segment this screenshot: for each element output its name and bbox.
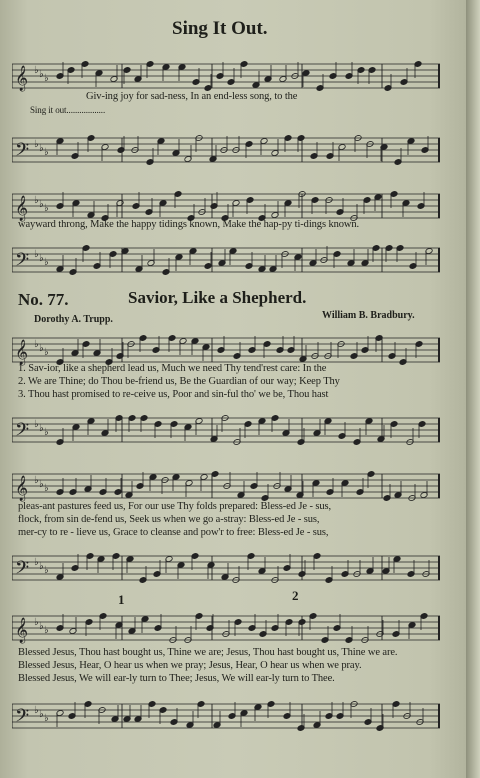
flat-icon: ♭: [34, 195, 39, 206]
staff-lines: [12, 612, 440, 644]
bass-clef-icon: 𝄢: [15, 706, 30, 731]
bass-clef-icon: 𝄢: [15, 250, 30, 275]
second-ending-label: 2: [292, 588, 299, 603]
flat-icon: ♭: [44, 147, 49, 158]
flat-icon: ♭: [44, 257, 49, 268]
top-lyric-line-1: Giv-ing joy for sad-ness, In an end-less song, to the: [86, 91, 298, 102]
hymn-title: Savior, Like a Shepherd.: [128, 288, 307, 307]
flat-icon: ♭: [34, 617, 39, 628]
flat-icon: ♭: [44, 347, 49, 358]
flat-icon: ♭: [44, 427, 49, 438]
staff-lines: [12, 414, 440, 446]
treble-clef-icon: 𝄞: [15, 66, 29, 91]
flat-icon: ♭: [39, 709, 44, 720]
flat-icon: ♭: [39, 143, 44, 154]
flat-icon: ♭: [39, 423, 44, 434]
staff-lines: [12, 470, 440, 502]
verse-1-line-1: 1. Sav-ior, like a shepherd lead us, Much we need Thy tend'rest care: In the: [18, 363, 327, 374]
flat-icon: ♭: [39, 343, 44, 354]
flat-icon: ♭: [34, 65, 39, 76]
staff-lines: [12, 552, 440, 584]
flat-icon: ♭: [39, 621, 44, 632]
flat-icon: ♭: [39, 479, 44, 490]
flat-icon: ♭: [39, 69, 44, 80]
verse-3-line-3: Blessed Jesus, We will ear-ly turn to Thee; Jesus, We will ear-ly turn to Thee.: [18, 673, 335, 684]
verse-2-line-1: 2. We are Thine; do Thou be-friend us, Be the Guardian of our way; Keep Thy: [18, 376, 340, 387]
treble-clef-icon: 𝄞: [15, 476, 29, 501]
flat-icon: ♭: [34, 339, 39, 350]
staff-bass-1: [12, 134, 440, 165]
flat-icon: ♭: [34, 475, 39, 486]
page-edge: [466, 0, 480, 778]
bass-clef-icon: 𝄢: [15, 420, 30, 445]
verse-2-line-3: Blessed Jesus, Hear, O hear us when we pray; Jesus, Hear, O hear us when we pray.: [18, 660, 362, 671]
flat-icon: ♭: [34, 249, 39, 260]
verse-3-line-2: mer-cy to re - lieve us, Grace to cleanse and pow'r to free: Bless-ed Je - sus,: [18, 527, 329, 538]
staff-bass-5: [12, 700, 440, 731]
flat-icon: ♭: [44, 73, 49, 84]
staff-bass-2: [12, 244, 440, 275]
flat-icon: ♭: [39, 253, 44, 264]
flat-icon: ♭: [44, 713, 49, 724]
first-ending-label: 1: [118, 592, 125, 607]
bass-clef-icon: 𝄢: [15, 558, 30, 583]
treble-clef-icon: 𝄞: [15, 196, 29, 221]
verse-1-line-3: Blessed Jesus, Thou hast bought us, Thine we are; Jesus, Thou hast bought us, Thine we are.: [18, 647, 398, 658]
top-hymn-title: Sing It Out.: [172, 18, 268, 39]
staff-lines: [12, 60, 440, 92]
flat-icon: ♭: [44, 565, 49, 576]
top-lyric-refrain-cue: Sing it out..................: [30, 105, 106, 115]
verse-1-line-2: pleas-ant pastures feed us, For our use Thy folds prepared: Bless-ed Je - sus,: [18, 501, 332, 512]
bass-clef-icon: 𝄢: [15, 140, 30, 165]
staff-treble-5: [12, 612, 440, 643]
staff-treble-4: [12, 470, 440, 501]
staff-treble-2: [12, 190, 440, 221]
flat-icon: ♭: [39, 561, 44, 572]
hymn-composer: William B. Bradbury.: [322, 310, 415, 321]
top-lyric-line-2: wayward throng, Make the happy tidings known, Make the hap-py ti-dings known.: [18, 219, 360, 230]
flat-icon: ♭: [44, 483, 49, 494]
treble-clef-icon: 𝄞: [15, 340, 29, 365]
staff-bass-3: [12, 414, 440, 445]
flat-icon: ♭: [34, 557, 39, 568]
staff-lines: [12, 134, 440, 166]
staff-bass-4: [12, 552, 440, 583]
hymn-number: No. 77.: [18, 290, 69, 309]
flat-icon: ♭: [39, 199, 44, 210]
verse-2-line-2: flock, from sin de-fend us, Seek us when we go a-stray: Bless-ed Je - sus,: [18, 514, 320, 525]
staff-treble-3: [12, 334, 440, 365]
staff-lines: [12, 700, 440, 732]
flat-icon: ♭: [34, 139, 39, 150]
flat-icon: ♭: [44, 625, 49, 636]
treble-clef-icon: 𝄞: [15, 618, 29, 643]
staff-treble-1: [12, 60, 440, 91]
hymn-author: Dorothy A. Trupp.: [34, 314, 113, 325]
flat-icon: ♭: [34, 419, 39, 430]
verse-3-line-1: 3. Thou hast promised to re-ceive us, Poor and sin-ful tho' we be, Thou hast: [18, 389, 329, 400]
staff-lines: [12, 244, 440, 276]
flat-icon: ♭: [44, 203, 49, 214]
flat-icon: ♭: [34, 705, 39, 716]
